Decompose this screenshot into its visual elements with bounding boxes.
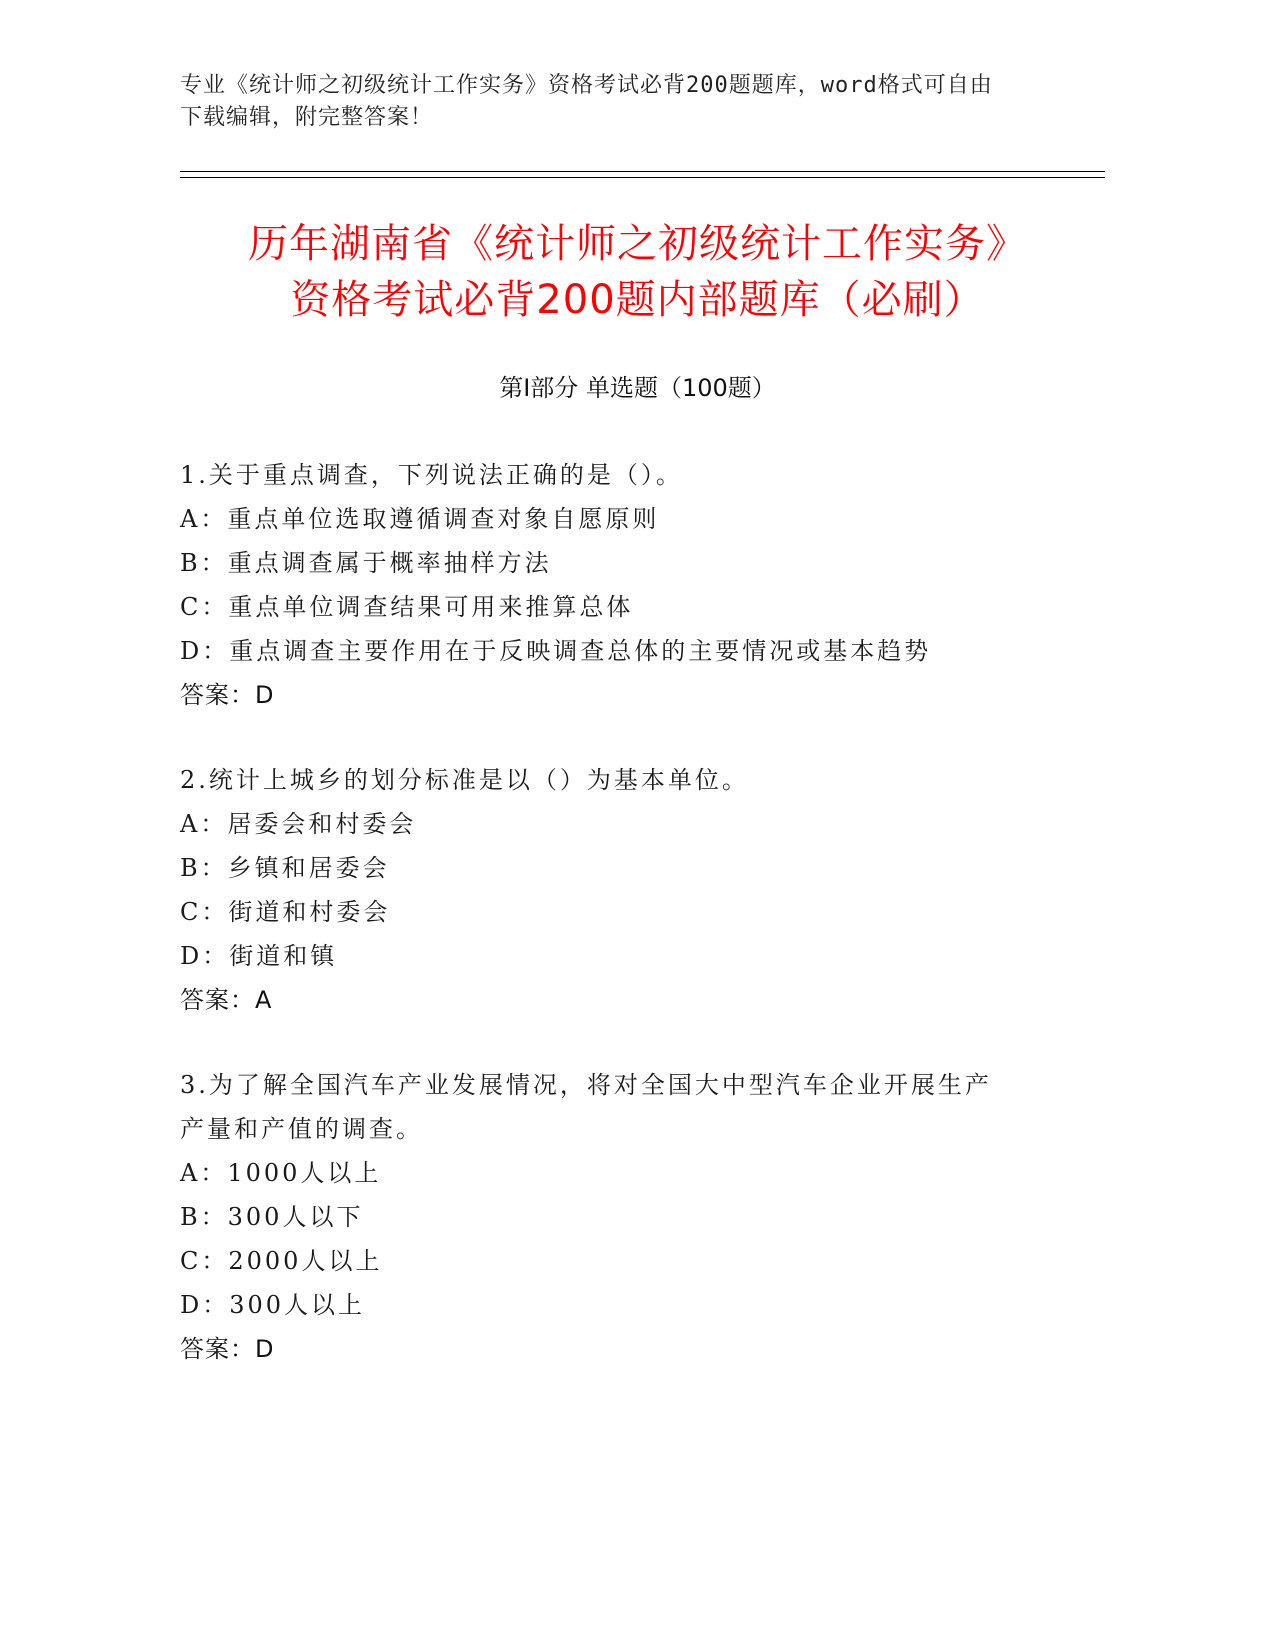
title-line-2: 资格考试必背200题内部题库（必刷） bbox=[290, 277, 985, 323]
option-d: D：街道和镇 bbox=[180, 942, 338, 970]
option-c: C：街道和村委会 bbox=[180, 898, 391, 926]
option-b: B：重点调查属于概率抽样方法 bbox=[180, 549, 552, 577]
question-1 bbox=[180, 453, 1040, 717]
title-line-1: 历年湖南省《统计师之初级统计工作实务》 bbox=[248, 221, 1027, 267]
option-c: C：重点单位调查结果可用来推算总体 bbox=[180, 593, 634, 621]
option-a: A：重点单位选取遵循调查对象自愿原则 bbox=[180, 505, 660, 533]
option-b: B：300人以下 bbox=[180, 1203, 364, 1231]
section-heading: 第Ⅰ部分 单选题（100题） bbox=[499, 374, 776, 402]
option-d: D：300人以上 bbox=[180, 1291, 366, 1319]
answer: 答案：D bbox=[180, 681, 275, 709]
option-c: C：2000人以上 bbox=[180, 1247, 383, 1275]
header-rule-bottom bbox=[180, 177, 1105, 178]
document-header bbox=[180, 70, 1040, 134]
question-stem-line-1: 3.为了解全国汽车产业发展情况，将对全国大中型汽车企业开展生产 bbox=[180, 1071, 992, 1099]
header-line-2: 下载编辑，附完整答案！ bbox=[180, 105, 434, 130]
option-a: A：1000人以上 bbox=[180, 1159, 382, 1187]
header-rule-top bbox=[180, 171, 1105, 172]
document-title bbox=[130, 216, 1145, 328]
option-b: B：乡镇和居委会 bbox=[180, 854, 390, 882]
option-d: D：重点调查主要作用在于反映调查总体的主要情况或基本趋势 bbox=[180, 637, 932, 665]
question-2 bbox=[180, 758, 1040, 1022]
question-stem: 1.关于重点调查，下列说法正确的是（）。 bbox=[180, 461, 683, 489]
option-a: A：居委会和村委会 bbox=[180, 810, 417, 838]
answer: 答案：A bbox=[180, 986, 273, 1014]
question-stem: 2.统计上城乡的划分标准是以（）为基本单位。 bbox=[180, 766, 749, 794]
question-stem-line-2: 产量和产值的调查。 bbox=[180, 1115, 423, 1143]
header-line-1: 专业《统计师之初级统计工作实务》资格考试必背200题题库，word格式可自由 bbox=[180, 73, 993, 98]
answer: 答案：D bbox=[180, 1335, 275, 1363]
question-3 bbox=[180, 1063, 1040, 1371]
